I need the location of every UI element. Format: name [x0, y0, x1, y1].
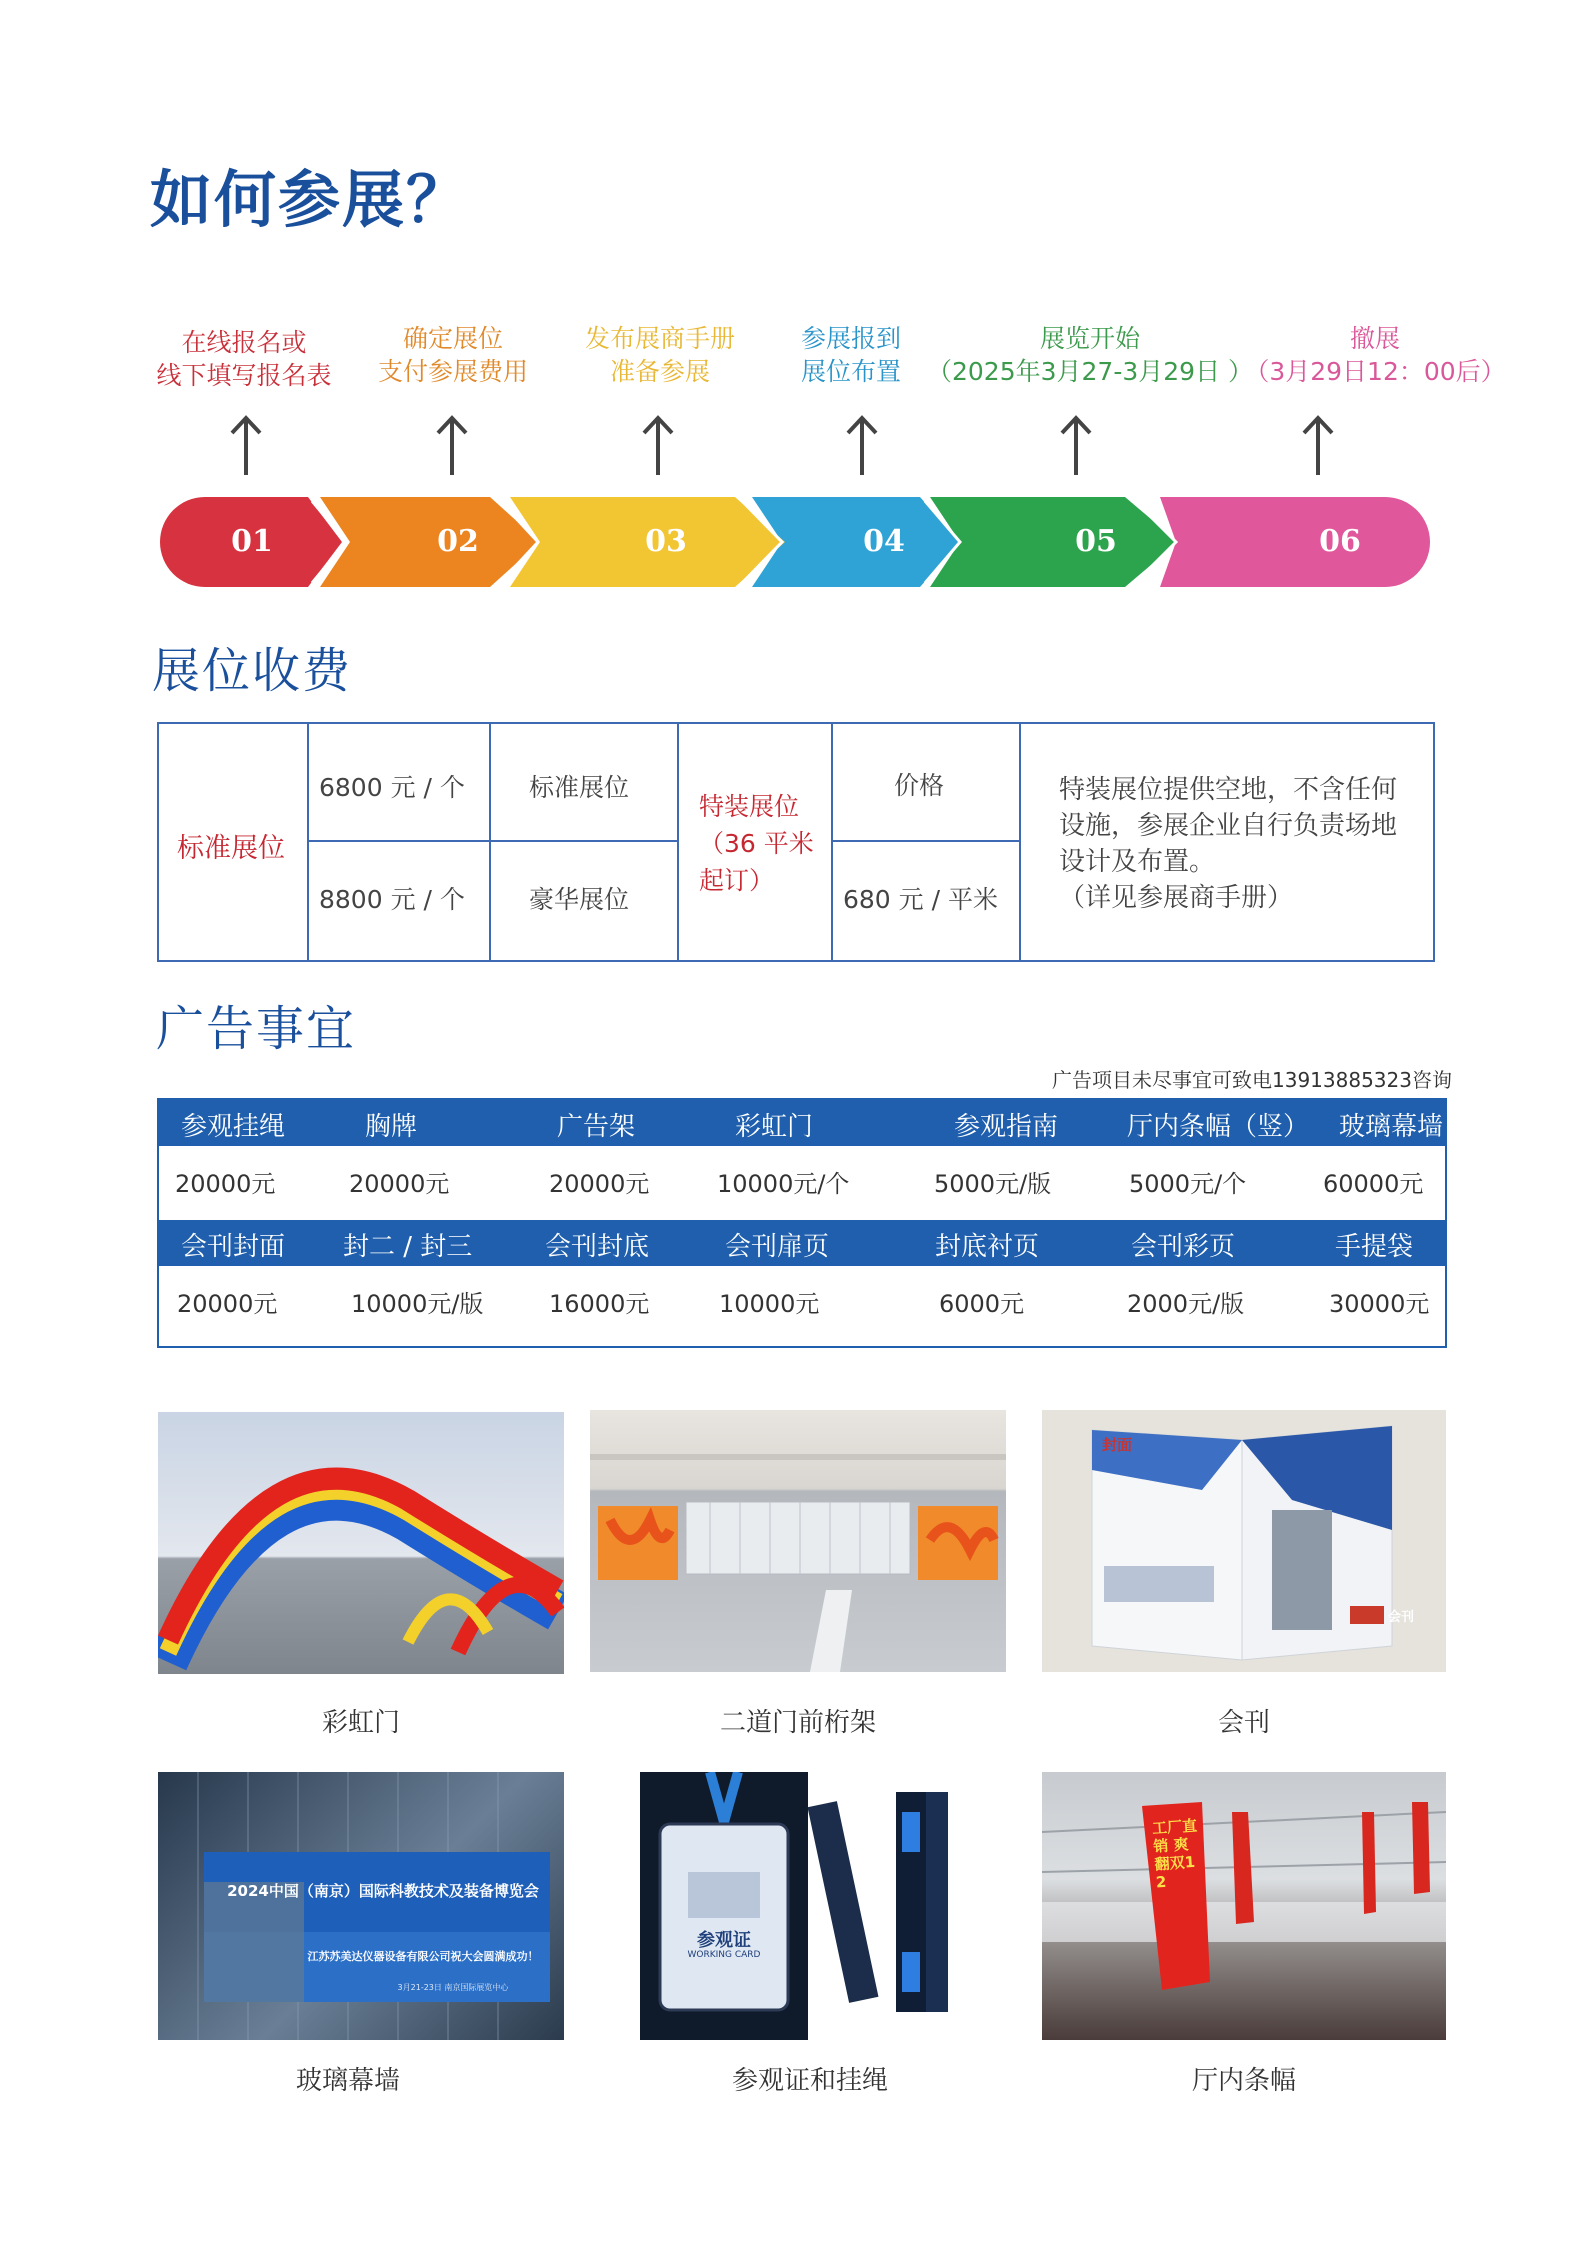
- step-04-line2: 展位布置: [800, 357, 901, 386]
- fee-special-line3: 起订）: [699, 866, 775, 895]
- photo-badge-lanyard: [640, 1772, 980, 2040]
- step-05-number: 05: [1075, 524, 1117, 559]
- ad-price: 20000元: [175, 1170, 276, 1198]
- photo-rainbow-arch: [158, 1412, 564, 1674]
- arrow-up-icon: [1298, 415, 1338, 477]
- arrow-up-icon: [638, 415, 678, 477]
- step-06-number: 06: [1319, 524, 1361, 559]
- ad-header: 广告架: [557, 1112, 636, 1142]
- ad-header: 会刊彩页: [1131, 1232, 1236, 1262]
- ad-price: 30000元: [1329, 1290, 1430, 1318]
- ad-price: 10000元: [719, 1290, 820, 1318]
- fee-price-standard: 6800 元 / 个: [319, 773, 465, 802]
- step-03-line1: 发布展商手册: [584, 324, 735, 353]
- fee-note-line2: 设施，参展企业自行负责场地: [1059, 811, 1398, 841]
- step-03-line2: 准备参展: [609, 357, 710, 386]
- ad-header: 会刊封面: [181, 1232, 286, 1262]
- caption-hall-banner: 厅内条幅: [1191, 2066, 1296, 2096]
- arrow-up-icon: [1056, 415, 1096, 477]
- ad-heading: 广告事宜: [156, 1001, 357, 1057]
- truss-illustration: [590, 1410, 1006, 1672]
- step-05-label: [900, 322, 1280, 388]
- process-bar: [160, 497, 1430, 587]
- step-02-number: 02: [437, 524, 479, 559]
- ad-header: 参观挂绳: [181, 1112, 286, 1142]
- ad-price: 2000元/版: [1127, 1290, 1245, 1318]
- caption-badge-lanyard: 参观证和挂绳: [731, 2066, 888, 2096]
- fee-special-label: [699, 788, 814, 899]
- ad-header-row-2: [159, 1220, 1445, 1266]
- ad-price: 20000元: [177, 1290, 278, 1318]
- fee-standard-label: 标准展位: [177, 833, 285, 864]
- step-04-line1: 参展报到: [800, 324, 901, 353]
- glass-wall-banner-subtitle: 江苏苏美达仪器设备有限公司祝大会圆满成功！: [307, 1950, 539, 1963]
- fee-note-line1: 特装展位提供空地，不含任何: [1059, 775, 1398, 805]
- fee-special-line2: （36 平米: [699, 829, 814, 858]
- step-04-number: 04: [863, 524, 905, 559]
- step-02-label: [338, 322, 568, 388]
- fee-type-standard: 标准展位: [529, 773, 630, 802]
- fee-note-line4: （详见参展商手册）: [1059, 883, 1294, 913]
- step-02-line1: 确定展位: [402, 324, 503, 353]
- ad-header: 胸牌: [365, 1112, 418, 1142]
- ad-header: 会刊封底: [545, 1232, 650, 1262]
- step-05-line1: 展览开始: [1039, 324, 1140, 353]
- step-02-line2: 支付参展费用: [377, 357, 528, 386]
- ad-header: 参观指南: [954, 1112, 1059, 1142]
- arrow-up-icon: [842, 415, 882, 477]
- fee-table: [157, 722, 1435, 962]
- ad-contact-note: 广告项目未尽事宜可致电13913885323咨询: [1052, 1068, 1452, 1092]
- step-01-line1: 在线报名或: [181, 328, 307, 357]
- fee-heading: 展位收费: [152, 643, 353, 699]
- fee-note-line3: 设计及布置。: [1059, 847, 1216, 877]
- caption-glass-wall: 玻璃幕墙: [295, 2066, 400, 2096]
- ad-price: 6000元: [939, 1290, 1025, 1318]
- ad-price: 5000元/个: [1129, 1170, 1247, 1198]
- ad-price: 16000元: [549, 1290, 650, 1318]
- step-03-number: 03: [645, 524, 687, 559]
- ad-price: 60000元: [1323, 1170, 1424, 1198]
- ad-header: 封底衬页: [935, 1232, 1040, 1262]
- rainbow-arch-illustration: [158, 1412, 564, 1674]
- fee-special-line1: 特装展位: [699, 792, 800, 821]
- fee-price-special: 680 元 / 平米: [843, 885, 998, 914]
- arrow-up-icon: [432, 415, 472, 477]
- step-01-label: [129, 326, 359, 392]
- photo-truss: [590, 1410, 1006, 1672]
- photo-glass-wall: [158, 1772, 564, 2040]
- badge-subtext: WORKING CARD: [687, 1950, 761, 1960]
- ad-price: 5000元/版: [934, 1170, 1052, 1198]
- catalog-label: 会刊: [1388, 1610, 1415, 1625]
- arrow-up-icon: [226, 415, 266, 477]
- glass-wall-illustration: [158, 1772, 564, 2040]
- process-chevrons: [160, 497, 1430, 587]
- catalog-cover-label: 封面: [1102, 1436, 1133, 1454]
- step-06-line1: 撤展: [1349, 324, 1400, 353]
- ad-price: 10000元/版: [351, 1290, 484, 1318]
- step-01-number: 01: [231, 524, 273, 559]
- page-title: 如何参展？: [150, 163, 471, 236]
- photo-hall-banner: [1042, 1772, 1446, 2040]
- caption-rainbow-arch: 彩虹门: [321, 1708, 400, 1738]
- ad-header: 彩虹门: [735, 1112, 814, 1142]
- glass-wall-banner-title: 2024中国（南京）国际科教技术及装备博览会: [227, 1882, 539, 1900]
- caption-catalog: 会刊: [1217, 1708, 1270, 1738]
- ad-price: 10000元/个: [717, 1170, 850, 1198]
- ad-header: 会刊扉页: [725, 1232, 830, 1262]
- step-06-line2: （3月29日12：00后）: [1244, 357, 1506, 386]
- fee-type-deluxe: 豪华展位: [529, 885, 630, 914]
- step-05-line2: （2025年3月27-3月29日 ）: [926, 357, 1254, 386]
- ad-header: 厅内条幅（竖）: [1127, 1112, 1310, 1142]
- hall-banner-illustration: [1042, 1772, 1446, 2040]
- ad-price: 20000元: [349, 1170, 450, 1198]
- badge-text: 参观证: [697, 1930, 751, 1951]
- step-06-label: [1240, 322, 1510, 388]
- fee-note: [1059, 772, 1397, 916]
- caption-truss: 二道门前桁架: [719, 1708, 876, 1738]
- photo-catalog: [1042, 1410, 1446, 1672]
- hall-banner-text: 工厂直销 爽翻双12: [1151, 1816, 1198, 1892]
- ad-header-row-1: [159, 1100, 1445, 1146]
- ad-table: [157, 1098, 1447, 1348]
- ad-header: 玻璃幕墙: [1339, 1112, 1444, 1142]
- glass-wall-banner-date: 3月21-23日 南京国际展览中心: [397, 1983, 509, 1992]
- ad-header: 封二 / 封三: [343, 1232, 473, 1262]
- fee-price-deluxe: 8800 元 / 个: [319, 885, 465, 914]
- fee-price-label: 价格: [894, 771, 945, 800]
- badge-lanyard-illustration: [640, 1772, 980, 2040]
- ad-price: 20000元: [549, 1170, 650, 1198]
- step-01-line2: 线下填写报名表: [156, 361, 332, 390]
- ad-header: 手提袋: [1335, 1232, 1414, 1262]
